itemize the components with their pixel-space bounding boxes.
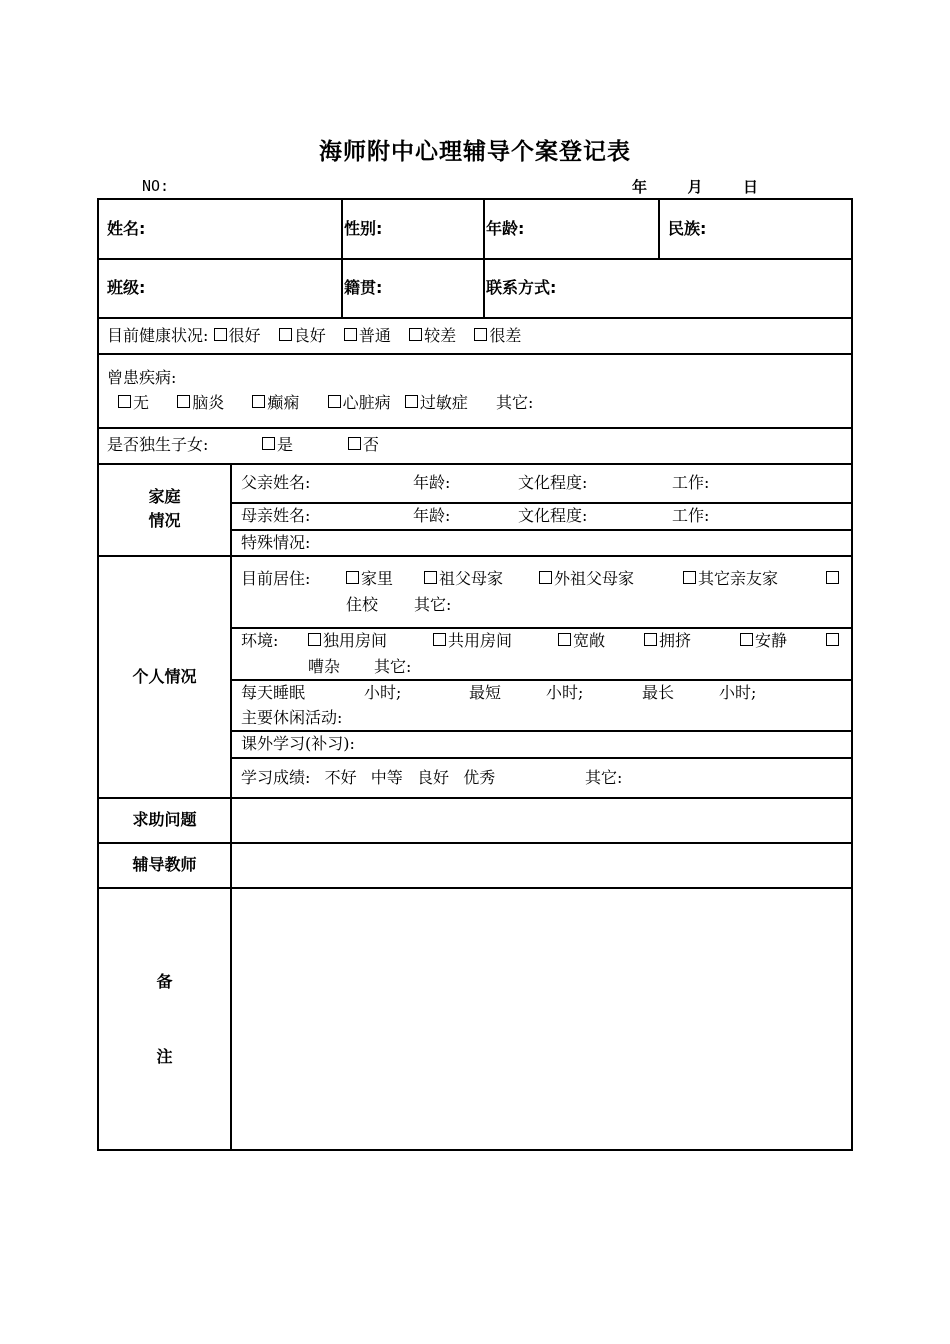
environment-option[interactable]: 共用房间 [433, 631, 512, 651]
sleep-hours-label: 小时; [364, 683, 402, 702]
residence-option-dorm: 住校 [346, 595, 379, 614]
row-divider [97, 842, 853, 844]
checkbox-icon [279, 328, 292, 341]
residence-option[interactable]: 家里 [346, 569, 393, 589]
checkbox-icon [539, 571, 552, 584]
checkbox-icon [683, 571, 696, 584]
row-divider [231, 529, 853, 531]
checkbox-icon [177, 395, 190, 408]
class-label: 班级: [107, 278, 146, 297]
checkbox-icon [262, 437, 275, 450]
father-education-label: 文化程度: [518, 473, 588, 492]
row-divider [231, 757, 853, 759]
sleep-shortest-hours: 小时; [546, 683, 584, 702]
health-status-row [107, 326, 521, 346]
environment-option[interactable]: 宽敞 [558, 631, 605, 651]
form-title: 海师附中心理辅导个案登记表 [319, 139, 631, 165]
health-option[interactable]: 普通 [344, 326, 391, 345]
residence-option[interactable]: 外祖父母家 [539, 569, 634, 589]
mother-education-label: 文化程度: [518, 506, 588, 525]
ethnicity-label: 民族: [668, 219, 707, 238]
environment-option-noisy: 嘈杂 [308, 657, 341, 676]
counselor-field[interactable] [233, 845, 851, 887]
row-divider [231, 502, 853, 504]
health-status-label: 目前健康状况: [107, 326, 209, 345]
illness-option[interactable]: 癫痫 [252, 393, 299, 412]
checkbox-icon[interactable] [826, 631, 841, 651]
help-issue-field[interactable] [233, 800, 851, 842]
contact-label: 联系方式: [486, 278, 557, 297]
row-divider [97, 258, 853, 260]
sleep-longest-label: 最长 [642, 683, 675, 702]
row-divider [97, 887, 853, 889]
grades-other-label: 其它: [585, 768, 623, 787]
age-label: 年龄: [486, 219, 525, 238]
grade-option[interactable]: 中等 [370, 768, 403, 787]
checkbox-icon [409, 328, 422, 341]
checkbox-icon [214, 328, 227, 341]
environment-option[interactable]: 独用房间 [308, 631, 387, 651]
sleep-shortest-label: 最短 [469, 683, 502, 702]
checkbox-icon [433, 633, 446, 646]
environment-other-label: 其它: [374, 657, 412, 676]
illness-label: 曾患疾病: [107, 368, 177, 387]
checkbox-icon [348, 437, 361, 450]
checkbox-icon [308, 633, 321, 646]
column-divider [658, 198, 660, 259]
father-name-label: 父亲姓名: [241, 473, 311, 492]
health-option[interactable]: 较差 [409, 326, 456, 345]
grade-option[interactable]: 优秀 [463, 768, 496, 787]
row-divider [231, 679, 853, 681]
illness-option[interactable]: 脑炎 [177, 393, 224, 412]
environment-option[interactable]: 拥挤 [644, 631, 691, 651]
grade-option[interactable]: 良好 [417, 768, 450, 787]
year-label: 年 [632, 178, 648, 196]
only-child-label: 是否独生子女: [107, 435, 209, 454]
help-issue-label: 求助问题 [132, 810, 197, 829]
grades-label: 学习成绩: [241, 768, 311, 787]
row-divider [97, 555, 853, 557]
checkbox-icon [252, 395, 265, 408]
residence-other-label: 其它: [414, 595, 452, 614]
illness-option[interactable]: 过敏症 [405, 393, 468, 412]
row-divider [97, 797, 853, 799]
sleep-longest-hours: 小时; [719, 683, 757, 702]
leisure-activity-label: 主要休闲活动: [241, 708, 343, 727]
mother-job-label: 工作: [672, 506, 710, 525]
family-section-label: 家庭 情况 [148, 487, 181, 530]
checkbox-icon [346, 571, 359, 584]
illness-other-label: 其它: [496, 393, 534, 412]
special-circumstances-label: 特殊情况: [241, 533, 311, 552]
grade-option[interactable]: 不好 [324, 768, 357, 787]
health-option[interactable]: 很差 [474, 326, 521, 345]
remarks-label-char-1: 备 [156, 972, 173, 991]
sleep-label: 每天睡眠 [241, 683, 306, 702]
column-divider [483, 198, 485, 318]
day-label: 日 [742, 178, 758, 196]
checkbox-icon[interactable] [826, 569, 841, 589]
row-divider [231, 627, 853, 629]
name-label: 姓名: [107, 219, 146, 238]
health-option[interactable]: 良好 [279, 326, 326, 345]
only-child-no[interactable]: 否 [348, 435, 379, 455]
checkbox-icon [424, 571, 437, 584]
remarks-label-char-2: 注 [156, 1047, 173, 1066]
residence-label: 目前居住: [241, 569, 311, 588]
father-age-label: 年龄: [413, 473, 451, 492]
checkbox-icon [405, 395, 418, 408]
only-child-yes[interactable]: 是 [262, 435, 293, 455]
native-place-label: 籍贯: [344, 278, 383, 297]
personal-section-label: 个人情况 [132, 667, 197, 686]
row-divider [231, 730, 853, 732]
mother-age-label: 年龄: [413, 506, 451, 525]
remarks-field[interactable] [233, 890, 851, 1149]
environment-label: 环境: [241, 631, 279, 650]
grades-row [241, 768, 495, 788]
checkbox-icon [644, 633, 657, 646]
residence-option[interactable]: 祖父母家 [424, 569, 503, 589]
illness-option[interactable]: 心脏病 [328, 393, 391, 412]
column-divider [230, 463, 232, 1151]
row-divider [97, 353, 853, 355]
health-option[interactable]: 很好 [214, 326, 261, 345]
father-job-label: 工作: [672, 473, 710, 492]
environment-option[interactable]: 安静 [740, 631, 787, 651]
column-divider [341, 198, 343, 318]
date-field [632, 176, 758, 197]
checkbox-icon [344, 328, 357, 341]
residence-option[interactable]: 其它亲友家 [683, 569, 778, 589]
row-divider [97, 317, 853, 319]
row-divider [97, 463, 853, 465]
gender-label: 性别: [344, 219, 383, 238]
serial-number-label: NO: [142, 177, 170, 195]
illness-option[interactable]: 无 [118, 393, 149, 412]
illness-options-row [118, 393, 533, 413]
checkbox-icon [118, 395, 131, 408]
checkbox-icon [740, 633, 753, 646]
row-divider [97, 427, 853, 429]
mother-name-label: 母亲姓名: [241, 506, 311, 525]
tutoring-label: 课外学习(补习): [241, 734, 355, 753]
checkbox-icon [474, 328, 487, 341]
month-label: 月 [687, 178, 703, 196]
checkbox-icon [328, 395, 341, 408]
counselor-label: 辅导教师 [132, 855, 197, 874]
checkbox-icon [558, 633, 571, 646]
